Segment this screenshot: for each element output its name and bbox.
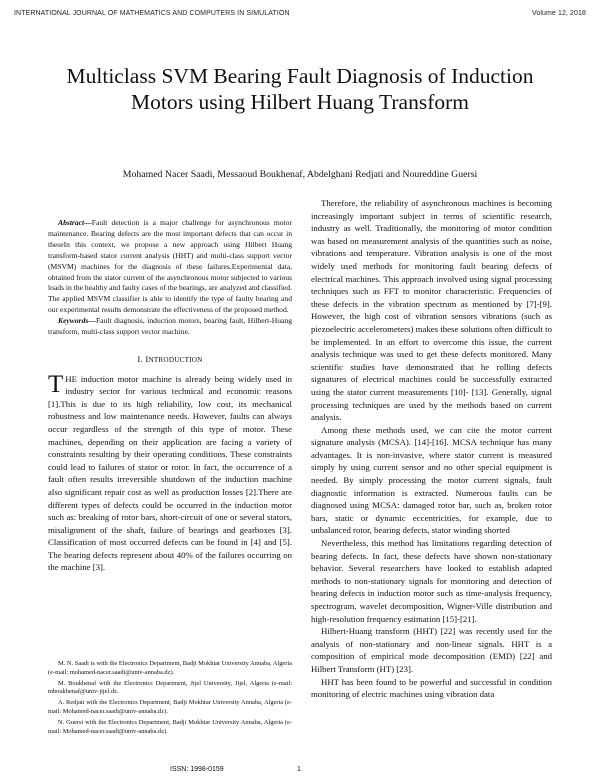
keywords-label: Keywords— bbox=[58, 316, 96, 326]
body-paragraph: Hilbert-Huang transform (HHT) [22] was recently used for the analysis of non-stationary and non-linear signals. HHT is a composition of empirical mode decomposition (EMD) [22] and Hilbert Transform (HT) [23]. bbox=[311, 626, 552, 674]
page-footer bbox=[0, 766, 600, 776]
footnote: N. Guersi with the Electronics Department, Badji Mokhtar University Annaba, Algeria (e-mail: Mohamed-nacer.saadi@univ-annaba.dz). bbox=[48, 718, 292, 735]
keywords bbox=[48, 316, 292, 338]
drop-cap: T bbox=[48, 370, 64, 398]
footnote: M. N. Saadi is with the Electronics Department, Badji Mokhtar University Annaba, Algeria (e-mail: mohamed-nacer.saadi@univ-annaba.dz). bbox=[48, 660, 292, 676]
author-list: Mohamed Nacer Saadi, Messaoud Boukhenaf, Abdelghani Redjati and Noureddine Guersi bbox=[122, 169, 478, 180]
body-paragraph: Among these methods used, we can cite the motor current signature analysis (MCSA). [14]-[16]. MCSA technique has many advantages. It is non-invasive, where stator current is measured simply by using current sensor and no other special equipment is needed. By simply processing the motor current signals, fault diagnostic information is extracted. Numerous faults can be diagnosed using MCSA: damaged rotor bar, such as, broken rotor bars, static or dynamic eccentricities, for example, due to unbalanced rotor, bearing defects, stator winding shorted bbox=[311, 424, 552, 536]
intro-paragraph bbox=[48, 370, 292, 575]
right-column bbox=[311, 197, 552, 701]
volume-info: Volume 12, 2018 bbox=[531, 10, 586, 17]
body-paragraph: Nevertheless, this method has limitations regarding detection of bearing defects. In fact, these defects have shown non-stationary behavior. Several researchers have looked to establish adapted methods to non-stationary signals for monitoring and detection of bearing defects in induction motor such as time-analysis frequency, spectrogram, wavelet decomposition, Wigner-Ville distribution and high-resolution frequency estimation [15]-[21]. bbox=[311, 538, 552, 624]
page-number: 1 bbox=[297, 766, 301, 773]
footnote: M. Boukhenaf with the Electronics Department, Jijel University, Jijel, Algeria (e-mail: mboukhenaf@univ-jijel.dz. bbox=[48, 679, 292, 696]
abstract-label: Abstract— bbox=[58, 218, 92, 227]
section-title-rest: NTRODUCTION bbox=[148, 355, 203, 364]
left-column bbox=[48, 218, 292, 574]
paper-title: Multiclass SVM Bearing Fault Diagnosis of Induction Motors using Hilbert Huang Transform bbox=[66, 64, 534, 114]
journal-name: INTERNATIONAL JOURNAL OF MATHEMATICS AND COMPUTERS IN SIMULATION bbox=[14, 10, 290, 17]
abstract bbox=[48, 218, 292, 316]
abstract-text: Fault detection is a major challenge for asynchronous motor maintenance. Bearing defects are the most important defects that can occur in theseIn this context, we propose a new approach using Hilbert Huang transform-based stator current analysis (HHT) and multi-class support vector (MSVM) machines for the diagnosis of these failures.Experimental data, obtained from the stator current of the asynchronous motor subjected to various loads in the healthy and faulty cases of the bearings, are analyzed and classified. The applied MSVM classifier is able to identify the type of faulty bearing and our experimental results demonstrate the effectiveness of the proposed method. bbox=[48, 218, 292, 315]
footnote: A. Redjati with the Electronics Department, Badji Mokhtar University Annaba, Algeria (e-mail: Mohamed-nacer.saadi@univ-annaba.dz). bbox=[48, 699, 292, 715]
author-footnotes bbox=[48, 660, 292, 738]
section-heading-introduction bbox=[48, 353, 292, 367]
issn: ISSN: 1998-0159 bbox=[170, 766, 224, 773]
body-paragraph: Therefore, the reliability of asynchronous machines is becoming increasingly important subject in terms of scientific research, industry as well. Traditionally, the monitoring of motor condition was based on measurement analysis of the quantities such as noise, vibrations and temperature. Vibration analysis is one of the most widely used methods for monitoring fault bearing defects of electrical machines. This approach involved using signal processing techniques such as FFT to monitor characteristic. Frequencies of these defects in the vibration spectrum as mentioned by [7]-[9]. However, the high cost of vibration sensors vibrations (such as piezoelectric accelerometers) makes these solutions often difficult to be implemented. In an effort to overcome this issue, the current analysis technique was used to get these defects monitored. Many scientific studies have demonstrated that he rolling defects signatures of electrical machines could be successfully extracted using the stator current measurements [10]- [13]. Generally, signal processing techniques are used by the methods based on current analysis. bbox=[311, 198, 552, 423]
keywords-text: Fault diagnosis, induction motors, bearing fault, Hilbert-Huang transform, multi-class support vector machine. bbox=[48, 316, 292, 337]
section-title-initial: I bbox=[145, 353, 149, 364]
running-header bbox=[14, 10, 586, 17]
body-paragraph: HHT has been found to be powerful and successful in condition monitoring of electric machines using vibration data bbox=[311, 676, 552, 700]
intro-text: HE induction motor machine is already being widely used in industry sector for various technical and economic reasons [1].This is due to its high reliability, low cost, its mechanical robustness and low maintenance needs. However, faults can always occur regardless of the strength of this type of motor. These machines, depending on their application are facing a variety of constraints resulting by their operating conditions. These constraints could lead to failures of stator or rotor. In fact, the occurrence of a fault often results irreversible shutdown of the induction machine also significant repair cost as well as production losses [2].There are different types of defects could be occurred in the induction motor such as: breaking of rotor bars, short-circuit of one or several stators, misalignment of the shaft, failure of bearings and gearboxes [3]. Classification of most occurred defects can be found in [4] and [5]. The bearing defects represent about 40% of the failures occurring on the machine [3]. bbox=[48, 373, 292, 573]
section-numeral: I. bbox=[137, 353, 143, 364]
